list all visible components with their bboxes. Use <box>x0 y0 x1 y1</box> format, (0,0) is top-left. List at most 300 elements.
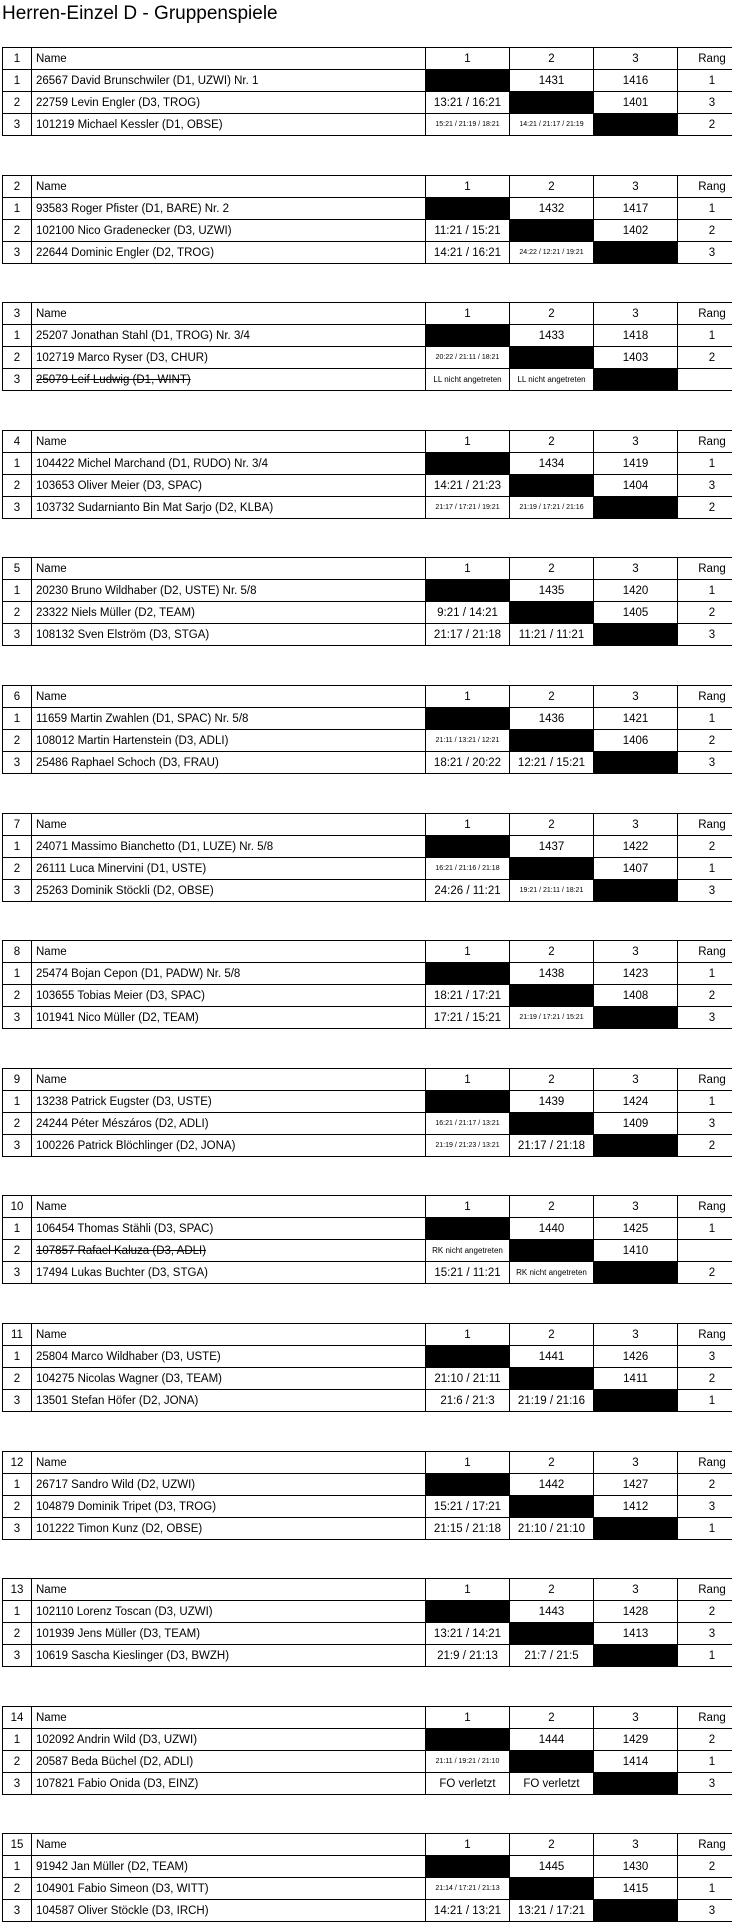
match-cell-round-2: 11:21 / 11:21 <box>510 624 594 646</box>
player-name <box>32 497 426 519</box>
header-round-1: 1 <box>426 1196 510 1218</box>
header-round-1: 1 <box>426 941 510 963</box>
player-name <box>32 114 426 136</box>
header-round-1: 1 <box>426 1579 510 1601</box>
match-cell-round-1: 21:17 / 21:18 <box>426 624 510 646</box>
header-round-1: 1 <box>426 1069 510 1091</box>
player-position: 3 <box>3 1135 32 1157</box>
player-rank: 2 <box>678 1601 732 1623</box>
self-match-cell <box>426 708 510 730</box>
match-cell-round-3: 1402 <box>594 220 678 242</box>
self-match-cell <box>594 880 678 902</box>
player-name-text: 26567 David Brunschwiler (D1, UZWI) Nr. 1 <box>36 75 258 87</box>
match-cell-round-1: 18:21 / 17:21 <box>426 985 510 1007</box>
player-row <box>3 602 732 624</box>
player-name <box>32 730 426 752</box>
player-row <box>3 1007 732 1029</box>
player-position: 1 <box>3 198 32 220</box>
player-name <box>32 475 426 497</box>
player-rank: 3 <box>678 1007 732 1029</box>
player-name-text: 25079 Leif Ludwig (D1, WINT) <box>36 374 191 386</box>
match-cell-round-2: 1440 <box>510 1218 594 1240</box>
player-rank: 2 <box>678 114 732 136</box>
group-header-row <box>3 1069 732 1091</box>
match-cell-round-2: 1437 <box>510 836 594 858</box>
group-header-row <box>3 48 732 70</box>
player-name <box>32 369 426 391</box>
match-cell-round-1: 9:21 / 14:21 <box>426 602 510 624</box>
player-name-text: 25804 Marco Wildhaber (D3, USTE) <box>36 1351 221 1363</box>
player-row <box>3 1773 732 1795</box>
player-name-text: 104901 Fabio Simeon (D3, WITT) <box>36 1883 209 1895</box>
self-match-cell <box>510 985 594 1007</box>
player-name <box>32 1390 426 1412</box>
player-rank: 2 <box>678 1856 732 1878</box>
player-rank: 2 <box>678 1729 732 1751</box>
group-header-row <box>3 1834 732 1856</box>
self-match-cell <box>510 1623 594 1645</box>
header-name: Name <box>32 1196 426 1218</box>
player-position: 2 <box>3 92 32 114</box>
player-row <box>3 1262 732 1284</box>
header-round-1: 1 <box>426 558 510 580</box>
player-rank: 2 <box>678 1135 732 1157</box>
player-name-text: 102719 Marco Ryser (D3, CHUR) <box>36 352 208 364</box>
match-cell-round-1: 13:21 / 16:21 <box>426 92 510 114</box>
self-match-cell <box>426 963 510 985</box>
match-cell-round-3: 1428 <box>594 1601 678 1623</box>
player-name-text: 25486 Raphael Schoch (D3, FRAU) <box>36 757 219 769</box>
match-cell-round-3: 1429 <box>594 1729 678 1751</box>
match-cell-round-1: 21:15 / 21:18 <box>426 1518 510 1540</box>
self-match-cell <box>594 1262 678 1284</box>
player-rank: 3 <box>678 1773 732 1795</box>
player-name <box>32 963 426 985</box>
match-cell-round-2: 1442 <box>510 1474 594 1496</box>
player-position: 3 <box>3 497 32 519</box>
group-header-row <box>3 176 732 198</box>
match-cell-round-1: RK nicht angetreten <box>426 1240 510 1262</box>
header-round-2: 2 <box>510 1452 594 1474</box>
header-round-3: 3 <box>594 48 678 70</box>
header-round-1: 1 <box>426 176 510 198</box>
header-name: Name <box>32 1452 426 1474</box>
group-header-row <box>3 1579 732 1601</box>
match-cell-round-2: 13:21 / 17:21 <box>510 1900 594 1922</box>
match-cell-round-3: 1418 <box>594 325 678 347</box>
group-header-row <box>3 941 732 963</box>
page-title: Herren-Einzel D - Gruppenspiele <box>2 3 278 25</box>
player-row <box>3 963 732 985</box>
player-name-text: 26111 Luca Minervini (D1, USTE) <box>36 863 206 875</box>
player-name <box>32 242 426 264</box>
header-rank: Rang <box>678 1069 732 1091</box>
header-rank: Rang <box>678 814 732 836</box>
player-name-text: 10619 Sascha Kieslinger (D3, BWZH) <box>36 1650 229 1662</box>
match-cell-round-1: 16:21 / 21:17 / 13:21 <box>426 1113 510 1135</box>
player-rank: 3 <box>678 1496 732 1518</box>
player-position: 3 <box>3 1773 32 1795</box>
player-position: 1 <box>3 836 32 858</box>
player-row <box>3 1113 732 1135</box>
player-row <box>3 369 732 391</box>
header-name: Name <box>32 1069 426 1091</box>
player-row <box>3 92 732 114</box>
self-match-cell <box>510 1751 594 1773</box>
player-name <box>32 624 426 646</box>
self-match-cell <box>594 1135 678 1157</box>
match-cell-round-1: 14:21 / 21:23 <box>426 475 510 497</box>
match-cell-round-2: 21:10 / 21:10 <box>510 1518 594 1540</box>
match-cell-round-3: 1427 <box>594 1474 678 1496</box>
player-name-text: 102100 Nico Gradenecker (D3, UZWI) <box>36 225 232 237</box>
match-cell-round-2: 1445 <box>510 1856 594 1878</box>
self-match-cell <box>510 602 594 624</box>
player-rank: 3 <box>678 1900 732 1922</box>
group-table <box>2 940 732 1029</box>
match-cell-round-3: 1407 <box>594 858 678 880</box>
player-row <box>3 1623 732 1645</box>
header-round-1: 1 <box>426 431 510 453</box>
player-rank: 2 <box>678 220 732 242</box>
match-cell-round-1: 21:9 / 21:13 <box>426 1645 510 1667</box>
match-cell-round-2: 12:21 / 15:21 <box>510 752 594 774</box>
self-match-cell <box>510 1113 594 1135</box>
player-rank: 3 <box>678 752 732 774</box>
match-cell-round-3: 1408 <box>594 985 678 1007</box>
player-position: 1 <box>3 1856 32 1878</box>
player-rank: 1 <box>678 1751 732 1773</box>
player-name <box>32 1346 426 1368</box>
header-round-2: 2 <box>510 1707 594 1729</box>
header-round-3: 3 <box>594 1196 678 1218</box>
header-round-1: 1 <box>426 303 510 325</box>
player-rank: 1 <box>678 1218 732 1240</box>
header-rank: Rang <box>678 431 732 453</box>
match-cell-round-1: 21:6 / 21:3 <box>426 1390 510 1412</box>
player-name <box>32 1773 426 1795</box>
header-round-2: 2 <box>510 1069 594 1091</box>
player-row <box>3 1474 732 1496</box>
match-cell-round-1: 21:19 / 21:23 / 13:21 <box>426 1135 510 1157</box>
group-header-row <box>3 1324 732 1346</box>
player-name-text: 13501 Stefan Höfer (D2, JONA) <box>36 1395 198 1407</box>
player-position: 2 <box>3 602 32 624</box>
match-cell-round-2: 21:19 / 17:21 / 15:21 <box>510 1007 594 1029</box>
match-cell-round-3: 1417 <box>594 198 678 220</box>
player-position: 3 <box>3 1645 32 1667</box>
player-name-text: 13238 Patrick Eugster (D3, USTE) <box>36 1096 212 1108</box>
header-round-3: 3 <box>594 558 678 580</box>
player-name-text: 24244 Péter Mészáros (D2, ADLI) <box>36 1118 209 1130</box>
header-name: Name <box>32 1834 426 1856</box>
header-round-1: 1 <box>426 48 510 70</box>
header-round-2: 2 <box>510 176 594 198</box>
player-position: 1 <box>3 1091 32 1113</box>
match-cell-round-2: LL nicht angetreten <box>510 369 594 391</box>
player-row <box>3 708 732 730</box>
player-name-text: 101219 Michael Kessler (D1, OBSE) <box>36 119 223 131</box>
match-cell-round-2: 19:21 / 21:11 / 18:21 <box>510 880 594 902</box>
player-rank <box>678 1240 732 1262</box>
match-cell-round-1: 17:21 / 15:21 <box>426 1007 510 1029</box>
header-round-1: 1 <box>426 686 510 708</box>
self-match-cell <box>594 114 678 136</box>
match-cell-round-2: 1438 <box>510 963 594 985</box>
group-table <box>2 175 732 264</box>
player-rank: 3 <box>678 880 732 902</box>
player-name <box>32 1474 426 1496</box>
header-round-3: 3 <box>594 431 678 453</box>
self-match-cell <box>594 1518 678 1540</box>
group-table <box>2 813 732 902</box>
player-rank: 3 <box>678 1113 732 1135</box>
match-cell-round-2: 1433 <box>510 325 594 347</box>
player-position: 2 <box>3 730 32 752</box>
self-match-cell <box>426 70 510 92</box>
player-row <box>3 220 732 242</box>
match-cell-round-2: 14:21 / 21:17 / 21:19 <box>510 114 594 136</box>
header-name: Name <box>32 176 426 198</box>
player-row <box>3 752 732 774</box>
group-header-row <box>3 1707 732 1729</box>
header-round-3: 3 <box>594 176 678 198</box>
self-match-cell <box>594 1390 678 1412</box>
match-cell-round-3: 1416 <box>594 70 678 92</box>
player-position: 1 <box>3 963 32 985</box>
player-name-text: 23322 Niels Müller (D2, TEAM) <box>36 607 195 619</box>
header-rank: Rang <box>678 1834 732 1856</box>
group-number: 10 <box>3 1196 32 1218</box>
header-rank: Rang <box>678 1452 732 1474</box>
player-name <box>32 1240 426 1262</box>
player-name <box>32 1645 426 1667</box>
player-rank: 1 <box>678 198 732 220</box>
player-row <box>3 1091 732 1113</box>
match-cell-round-1: FO verletzt <box>426 1773 510 1795</box>
header-round-2: 2 <box>510 941 594 963</box>
player-position: 1 <box>3 325 32 347</box>
match-cell-round-2: 1435 <box>510 580 594 602</box>
match-cell-round-2: FO verletzt <box>510 1773 594 1795</box>
player-name <box>32 1856 426 1878</box>
player-name <box>32 858 426 880</box>
self-match-cell <box>594 624 678 646</box>
player-name-text: 11659 Martin Zwahlen (D1, SPAC) Nr. 5/8 <box>36 713 248 725</box>
player-name <box>32 1007 426 1029</box>
header-round-3: 3 <box>594 1579 678 1601</box>
group-table <box>2 1195 732 1284</box>
player-name <box>32 453 426 475</box>
player-name-text: 24071 Massimo Bianchetto (D1, LUZE) Nr. 5/8 <box>36 841 273 853</box>
header-rank: Rang <box>678 941 732 963</box>
match-cell-round-1: 15:21 / 17:21 <box>426 1496 510 1518</box>
player-name-text: 101939 Jens Müller (D3, TEAM) <box>36 1628 200 1640</box>
match-cell-round-2: 1431 <box>510 70 594 92</box>
player-row <box>3 858 732 880</box>
header-round-3: 3 <box>594 686 678 708</box>
player-position: 1 <box>3 580 32 602</box>
player-name <box>32 580 426 602</box>
group-number: 4 <box>3 431 32 453</box>
player-rank: 2 <box>678 836 732 858</box>
player-row <box>3 1751 732 1773</box>
player-rank: 1 <box>678 1091 732 1113</box>
match-cell-round-3: 1406 <box>594 730 678 752</box>
self-match-cell <box>426 836 510 858</box>
player-row <box>3 325 732 347</box>
player-position: 1 <box>3 70 32 92</box>
player-position: 3 <box>3 1007 32 1029</box>
match-cell-round-1: 13:21 / 14:21 <box>426 1623 510 1645</box>
header-round-2: 2 <box>510 1579 594 1601</box>
group-header-row <box>3 303 732 325</box>
match-cell-round-2: RK nicht angetreten <box>510 1262 594 1284</box>
header-round-2: 2 <box>510 814 594 836</box>
player-position: 3 <box>3 369 32 391</box>
player-name <box>32 1091 426 1113</box>
group-number: 1 <box>3 48 32 70</box>
group-table <box>2 1578 732 1667</box>
header-round-2: 2 <box>510 1196 594 1218</box>
self-match-cell <box>426 1091 510 1113</box>
group-table <box>2 430 732 519</box>
player-position: 1 <box>3 453 32 475</box>
match-cell-round-2: 1441 <box>510 1346 594 1368</box>
self-match-cell <box>510 220 594 242</box>
header-name: Name <box>32 1324 426 1346</box>
player-position: 2 <box>3 1751 32 1773</box>
self-match-cell <box>510 1878 594 1900</box>
match-cell-round-1: 21:17 / 17:21 / 19:21 <box>426 497 510 519</box>
header-round-3: 3 <box>594 1834 678 1856</box>
player-name <box>32 1900 426 1922</box>
player-name <box>32 1751 426 1773</box>
self-match-cell <box>510 347 594 369</box>
player-name <box>32 1518 426 1540</box>
player-row <box>3 1218 732 1240</box>
player-row <box>3 1496 732 1518</box>
player-position: 1 <box>3 1729 32 1751</box>
match-cell-round-2: 1439 <box>510 1091 594 1113</box>
group-header-row <box>3 814 732 836</box>
player-name <box>32 1113 426 1135</box>
player-name <box>32 708 426 730</box>
group-number: 11 <box>3 1324 32 1346</box>
player-row <box>3 198 732 220</box>
player-name <box>32 1601 426 1623</box>
player-position: 2 <box>3 1623 32 1645</box>
header-round-2: 2 <box>510 48 594 70</box>
player-row <box>3 1878 732 1900</box>
player-name <box>32 880 426 902</box>
match-cell-round-3: 1414 <box>594 1751 678 1773</box>
player-name <box>32 1218 426 1240</box>
group-header-row <box>3 1452 732 1474</box>
player-rank: 1 <box>678 1878 732 1900</box>
player-name-text: 107821 Fabio Onida (D3, EINZ) <box>36 1778 198 1790</box>
player-rank: 2 <box>678 1474 732 1496</box>
match-cell-round-3: 1411 <box>594 1368 678 1390</box>
player-name <box>32 1262 426 1284</box>
match-cell-round-1: 21:11 / 19:21 / 21:10 <box>426 1751 510 1773</box>
match-cell-round-1: 21:14 / 17:21 / 21:13 <box>426 1878 510 1900</box>
header-round-1: 1 <box>426 1834 510 1856</box>
player-row <box>3 1518 732 1540</box>
self-match-cell <box>594 1007 678 1029</box>
match-cell-round-1: 21:11 / 13:21 / 12:21 <box>426 730 510 752</box>
player-row <box>3 114 732 136</box>
player-name-text: 25263 Dominik Stöckli (D2, OBSE) <box>36 885 214 897</box>
player-row <box>3 1729 732 1751</box>
player-name-text: 108132 Sven Elström (D3, STGA) <box>36 629 209 641</box>
player-name <box>32 1878 426 1900</box>
player-name-text: 100226 Patrick Blöchlinger (D2, JONA) <box>36 1140 235 1152</box>
match-cell-round-3: 1410 <box>594 1240 678 1262</box>
player-row <box>3 985 732 1007</box>
player-position: 1 <box>3 1474 32 1496</box>
self-match-cell <box>426 1346 510 1368</box>
player-name-text: 26717 Sandro Wild (D2, UZWI) <box>36 1479 195 1491</box>
player-name <box>32 1135 426 1157</box>
match-cell-round-1: 16:21 / 21:16 / 21:18 <box>426 858 510 880</box>
player-row <box>3 1368 732 1390</box>
player-name <box>32 985 426 1007</box>
player-name <box>32 198 426 220</box>
player-row <box>3 497 732 519</box>
player-name-text: 22644 Dominic Engler (D2, TROG) <box>36 247 214 259</box>
header-round-2: 2 <box>510 686 594 708</box>
match-cell-round-1: 11:21 / 15:21 <box>426 220 510 242</box>
header-round-2: 2 <box>510 303 594 325</box>
player-position: 1 <box>3 1601 32 1623</box>
player-row <box>3 1346 732 1368</box>
self-match-cell <box>426 580 510 602</box>
header-rank: Rang <box>678 558 732 580</box>
self-match-cell <box>594 1645 678 1667</box>
player-rank: 3 <box>678 624 732 646</box>
group-header-row <box>3 558 732 580</box>
match-cell-round-1: LL nicht angetreten <box>426 369 510 391</box>
self-match-cell <box>426 1218 510 1240</box>
header-name: Name <box>32 941 426 963</box>
match-cell-round-2: 1436 <box>510 708 594 730</box>
group-table <box>2 47 732 136</box>
player-position: 3 <box>3 242 32 264</box>
player-name <box>32 1368 426 1390</box>
group-table <box>2 1068 732 1157</box>
header-round-3: 3 <box>594 814 678 836</box>
player-name-text: 20230 Bruno Wildhaber (D2, USTE) Nr. 5/8 <box>36 585 257 597</box>
player-name <box>32 836 426 858</box>
match-cell-round-1: 14:21 / 13:21 <box>426 1900 510 1922</box>
self-match-cell <box>594 242 678 264</box>
player-name-text: 108012 Martin Hartenstein (D3, ADLI) <box>36 735 228 747</box>
player-name-text: 104587 Oliver Stöckle (D3, IRCH) <box>36 1905 209 1917</box>
player-row <box>3 475 732 497</box>
header-round-3: 3 <box>594 1452 678 1474</box>
self-match-cell <box>594 369 678 391</box>
self-match-cell <box>426 1601 510 1623</box>
match-cell-round-3: 1422 <box>594 836 678 858</box>
match-cell-round-3: 1404 <box>594 475 678 497</box>
player-name <box>32 602 426 624</box>
match-cell-round-3: 1420 <box>594 580 678 602</box>
player-name <box>32 325 426 347</box>
player-position: 1 <box>3 708 32 730</box>
header-name: Name <box>32 686 426 708</box>
player-row <box>3 242 732 264</box>
